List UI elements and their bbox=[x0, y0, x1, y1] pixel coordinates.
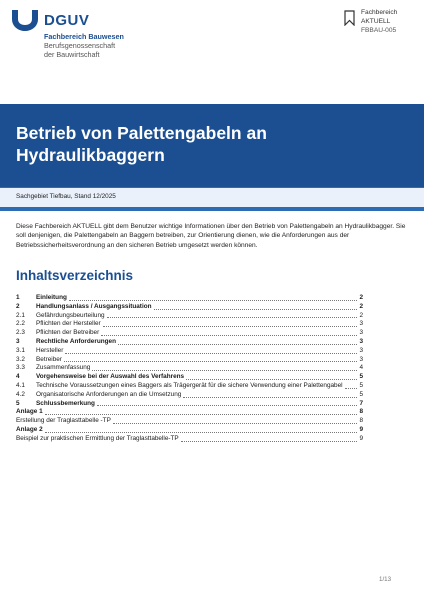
toc-entry[interactable] bbox=[16, 408, 363, 417]
toc-entry[interactable] bbox=[16, 294, 363, 303]
series-badge bbox=[344, 9, 416, 39]
toc-entry-number: 1 bbox=[16, 294, 20, 301]
toc-entry[interactable] bbox=[16, 356, 363, 365]
toc-entry-page: 5 bbox=[359, 390, 363, 398]
toc-entry-label: Handlungsanlass / Ausgangssituation bbox=[36, 302, 152, 310]
toc-leader-dots bbox=[92, 370, 357, 371]
toc-entry-label: Schlussbemerkung bbox=[36, 399, 95, 407]
toc-entry-label: Organisatorische Anforderungen an die Umsetzung bbox=[36, 390, 182, 398]
table-of-contents bbox=[16, 294, 363, 444]
dguv-logo-icon bbox=[9, 7, 41, 33]
series-code: FBBAU-005 bbox=[361, 27, 397, 34]
toc-entry-label: Anlage 1 bbox=[16, 408, 43, 416]
toc-entry-label: Pflichten der Hersteller bbox=[36, 320, 101, 328]
toc-entry-number: 3.1 bbox=[16, 346, 25, 354]
toc-entry-page: 3 bbox=[359, 337, 363, 345]
toc-entry-number: 2.2 bbox=[16, 320, 25, 328]
toc-leader-dots bbox=[186, 379, 357, 380]
series-line-1: Fachbereich bbox=[361, 9, 398, 16]
toc-entry-page: 9 bbox=[359, 434, 363, 442]
toc-entry[interactable] bbox=[16, 417, 363, 426]
toc-leader-dots bbox=[113, 423, 358, 424]
toc-leader-dots bbox=[103, 326, 358, 327]
toc-entry[interactable] bbox=[16, 303, 363, 312]
toc-entry-label: Einleitung bbox=[36, 294, 67, 301]
toc-entry[interactable] bbox=[16, 320, 363, 329]
toc-entry[interactable] bbox=[16, 312, 363, 321]
toc-entry[interactable] bbox=[16, 382, 363, 391]
toc-entry-page: 4 bbox=[359, 364, 363, 372]
toc-entry-number: 4.2 bbox=[16, 390, 25, 398]
bookmark-icon bbox=[344, 10, 355, 26]
toc-entry-label: Rechtliche Anforderungen bbox=[36, 337, 117, 345]
brand-line-3: der Bauwirtschaft bbox=[44, 50, 100, 59]
toc-entry-label: Technische Voraussetzungen eines Baggers als Trägergerät für die sichere Verwendung einer Palettengabel bbox=[36, 381, 343, 389]
brand-line-1: Fachbereich Bauwesen bbox=[44, 32, 124, 41]
toc-entry-number: 2 bbox=[16, 302, 20, 310]
toc-entry-number: 3.2 bbox=[16, 355, 25, 363]
brand-line-2: Berufsgenossenschaft bbox=[44, 41, 116, 50]
toc-entry[interactable] bbox=[16, 391, 363, 400]
toc-entry-page: 9 bbox=[359, 425, 363, 433]
toc-entry-label: Beispiel zur praktischen Ermittlung der Traglasttabelle-TP bbox=[16, 434, 179, 442]
toc-entry-page: 2 bbox=[359, 302, 363, 310]
document-title: Betrieb von Palettengabeln an Hydraulikbaggern bbox=[16, 123, 267, 165]
toc-entry[interactable] bbox=[16, 426, 363, 435]
toc-leader-dots bbox=[69, 300, 358, 301]
toc-entry[interactable] bbox=[16, 338, 363, 347]
toc-entry-page: 5 bbox=[359, 373, 363, 381]
toc-entry-page: 8 bbox=[359, 408, 363, 416]
toc-entry-page: 3 bbox=[359, 329, 363, 337]
toc-entry-label: Betreiber bbox=[36, 355, 62, 363]
toc-leader-dots bbox=[97, 405, 357, 406]
title-banner bbox=[0, 104, 424, 187]
toc-leader-dots bbox=[183, 397, 357, 398]
toc-leader-dots bbox=[107, 317, 358, 318]
toc-entry-number: 4 bbox=[16, 373, 20, 381]
toc-entry[interactable] bbox=[16, 347, 363, 356]
toc-entry-label: Pflichten der Betreiber bbox=[36, 329, 100, 337]
toc-entry-page: 8 bbox=[359, 417, 363, 425]
toc-entry[interactable] bbox=[16, 364, 363, 373]
toc-entry-label: Zusammenfassung bbox=[36, 364, 91, 372]
toc-entry-label: Hersteller bbox=[36, 346, 64, 354]
toc-leader-dots bbox=[101, 335, 357, 336]
toc-entry-page: 7 bbox=[359, 399, 363, 407]
meta-text: Sachgebiet Tiefbau, Stand 12/2025 bbox=[16, 193, 116, 200]
toc-entry-number: 5 bbox=[16, 399, 20, 407]
toc-entry-number: 4.1 bbox=[16, 381, 25, 389]
toc-leader-dots bbox=[65, 353, 357, 354]
toc-entry-page: 3 bbox=[359, 355, 363, 363]
toc-leader-dots bbox=[345, 388, 358, 389]
toc-entry[interactable] bbox=[16, 400, 363, 409]
toc-entry-number: 2.1 bbox=[16, 311, 25, 319]
toc-leader-dots bbox=[181, 441, 358, 442]
brand-name: DGUV bbox=[44, 12, 90, 29]
toc-leader-dots bbox=[64, 361, 358, 362]
toc-entry-page: 2 bbox=[359, 311, 363, 319]
toc-leader-dots bbox=[45, 414, 358, 415]
toc-entry-number: 3.3 bbox=[16, 364, 25, 372]
toc-leader-dots bbox=[118, 344, 357, 345]
toc-entry-label: Anlage 2 bbox=[16, 425, 43, 433]
toc-entry-page: 5 bbox=[359, 381, 363, 389]
toc-title: Inhaltsverzeichnis bbox=[16, 268, 134, 283]
toc-entry-page: 2 bbox=[359, 294, 363, 301]
page-number: 1/13 bbox=[379, 576, 392, 583]
meta-bar bbox=[0, 188, 424, 207]
toc-entry[interactable] bbox=[16, 373, 363, 382]
dguv-logo bbox=[9, 7, 149, 67]
toc-entry-number: 2.3 bbox=[16, 329, 25, 337]
toc-entry[interactable] bbox=[16, 435, 363, 444]
toc-leader-dots bbox=[45, 432, 358, 433]
toc-entry-label: Vorgehensweise bei der Auswahl des Verfahrens bbox=[36, 373, 185, 381]
toc-entry-number: 3 bbox=[16, 337, 20, 345]
toc-entry-label: Erstellung der Traglasttabelle -TP bbox=[16, 417, 111, 425]
toc-entry-label: Gefährdungsbeurteilung bbox=[36, 311, 105, 319]
toc-leader-dots bbox=[154, 309, 358, 310]
toc-entry[interactable] bbox=[16, 329, 363, 338]
toc-entry-page: 3 bbox=[359, 320, 363, 328]
toc-entry-page: 3 bbox=[359, 346, 363, 354]
series-line-2: AKTUELL bbox=[361, 18, 391, 25]
intro-paragraph: Diese Fachbereich AKTUELL gibt dem Benutzer wichtige Informationen über den Betrieb von Palettengabeln an Hydraulikbagger. Sie soll denjenigen, die Palettengabeln an Baggern betreiben, zur Orientierung dienen, wie die Anforderungen aus der Betriebssicherheitsverordnung an den sicheren Betrieb umgesetzt werden können. bbox=[16, 223, 406, 249]
